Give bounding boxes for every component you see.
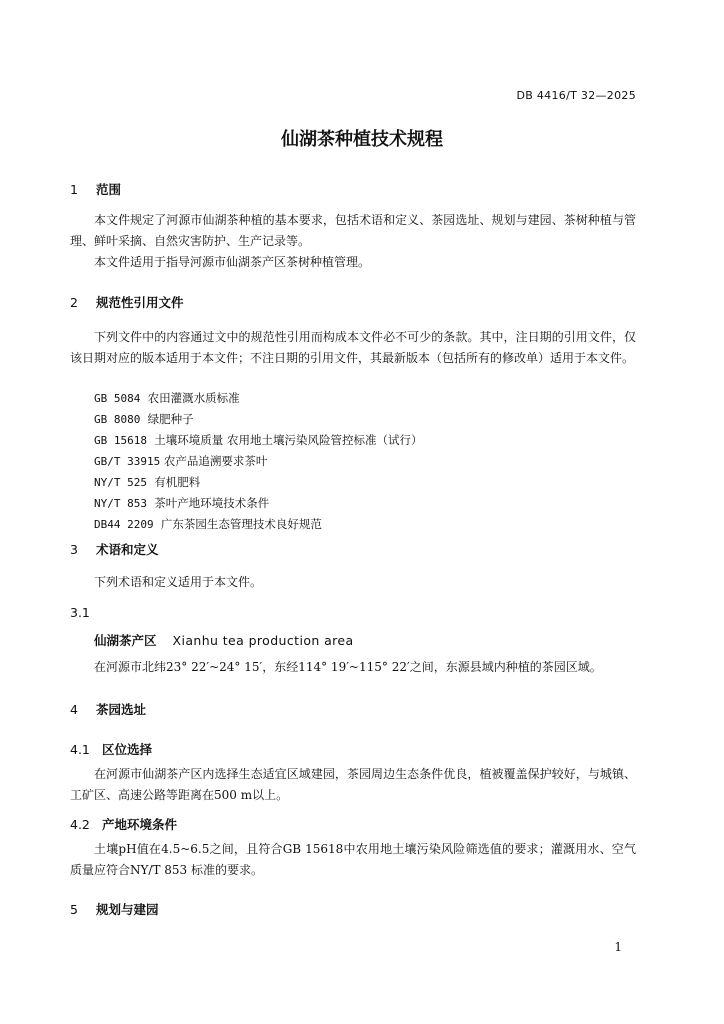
term-number	[70, 605, 100, 620]
section-number: 5	[70, 902, 78, 917]
term-chinese: 仙湖茶产区	[94, 633, 157, 648]
section-title: 规划与建园	[96, 902, 159, 917]
section-heading-5	[70, 900, 159, 918]
standard-code: DB 4416/T 32—2025	[516, 89, 636, 102]
reference-item	[94, 411, 194, 427]
reference-item	[94, 474, 200, 490]
reference-title: 农产品追溯要求茶叶	[163, 454, 268, 468]
section-number: 1	[70, 182, 78, 197]
reference-code: NY/T 853	[94, 497, 147, 510]
reference-item	[94, 516, 322, 532]
reference-title: 农田灌溉水质标准	[147, 391, 240, 405]
reference-code: GB 8080	[94, 413, 141, 426]
section-title: 术语和定义	[96, 542, 159, 557]
reference-item	[94, 390, 240, 406]
terms-intro: 下列术语和定义适用于本文件。	[94, 575, 263, 589]
reference-title: 广东茶园生态管理技术良好规范	[160, 517, 322, 531]
reference-title: 有机肥料	[154, 475, 201, 489]
section-heading-3	[70, 540, 159, 558]
section-number: 2	[70, 295, 78, 310]
reference-item	[94, 453, 267, 469]
reference-code: GB/T 33915	[94, 455, 161, 468]
section-heading-4	[70, 700, 146, 718]
clause-title: 区位选择	[102, 742, 153, 757]
location-paragraph: 在河源市仙湖茶产区内选择生态适宜区域建园，茶园周边生态条件优良，植被覆盖保护较好，与城镇、工矿区、高速公路等距离在500 m以上。	[70, 767, 636, 802]
section-title: 范围	[96, 182, 122, 197]
reference-title: 绿肥种子	[147, 412, 194, 426]
clause-number: 3.1	[70, 605, 90, 620]
section-heading-2	[70, 293, 184, 311]
term-english: Xianhu tea production area	[172, 633, 354, 648]
term-definition: 在河源市北纬23° 22′~24° 15′，东经114° 19′~115° 22′之间，东源县域内种植的茶园区域。	[94, 660, 602, 674]
section-number: 4	[70, 702, 78, 717]
reference-item	[94, 432, 422, 448]
section-title: 茶园选址	[96, 702, 147, 717]
subsection-heading-4-1	[70, 740, 152, 758]
reference-item	[94, 495, 269, 511]
section-number: 3	[70, 542, 78, 557]
reference-title: 茶叶产地环境技术条件	[154, 496, 270, 510]
reference-code: GB 5084	[94, 392, 141, 405]
scope-paragraph-1: 本文件规定了河源市仙湖茶种植的基本要求，包括术语和定义、茶园选址、规划与建园、茶树种植与管理、鲜叶采摘、自然灾害防护、生产记录等。	[70, 213, 636, 248]
scope-paragraph-2: 本文件适用于指导河源市仙湖茶产区茶树种植管理。	[94, 255, 371, 269]
section-title: 规范性引用文件	[96, 295, 184, 310]
subsection-heading-4-2	[70, 815, 177, 833]
reference-code: NY/T 525	[94, 476, 147, 489]
section-heading-1	[70, 180, 121, 198]
normative-paragraph: 下列文件中的内容通过文中的规范性引用而构成本文件必不可少的条款。其中，注日期的引用文件，仅该日期对应的版本适用于本文件；不注日期的引用文件，其最新版本（包括所有的修改单）适用于本文件。	[70, 330, 636, 365]
document-title: 仙湖茶种植技术规程	[281, 129, 443, 150]
reference-code: DB44 2209	[94, 518, 154, 531]
clause-number: 4.1	[70, 742, 90, 757]
clause-number: 4.2	[70, 817, 90, 832]
term-entry	[94, 631, 354, 649]
environment-paragraph: 土壤pH值在4.5~6.5之间，且符合GB 15618中农用地土壤污染风险筛选值的要求；灌溉用水、空气质量应符合NY/T 853 标准的要求。	[70, 842, 636, 877]
page-number: 1	[614, 940, 622, 954]
reference-code: GB 15618	[94, 434, 147, 447]
reference-title: 土壤环境质量 农用地土壤污染风险管控标准（试行）	[154, 433, 423, 447]
clause-title: 产地环境条件	[102, 817, 178, 832]
